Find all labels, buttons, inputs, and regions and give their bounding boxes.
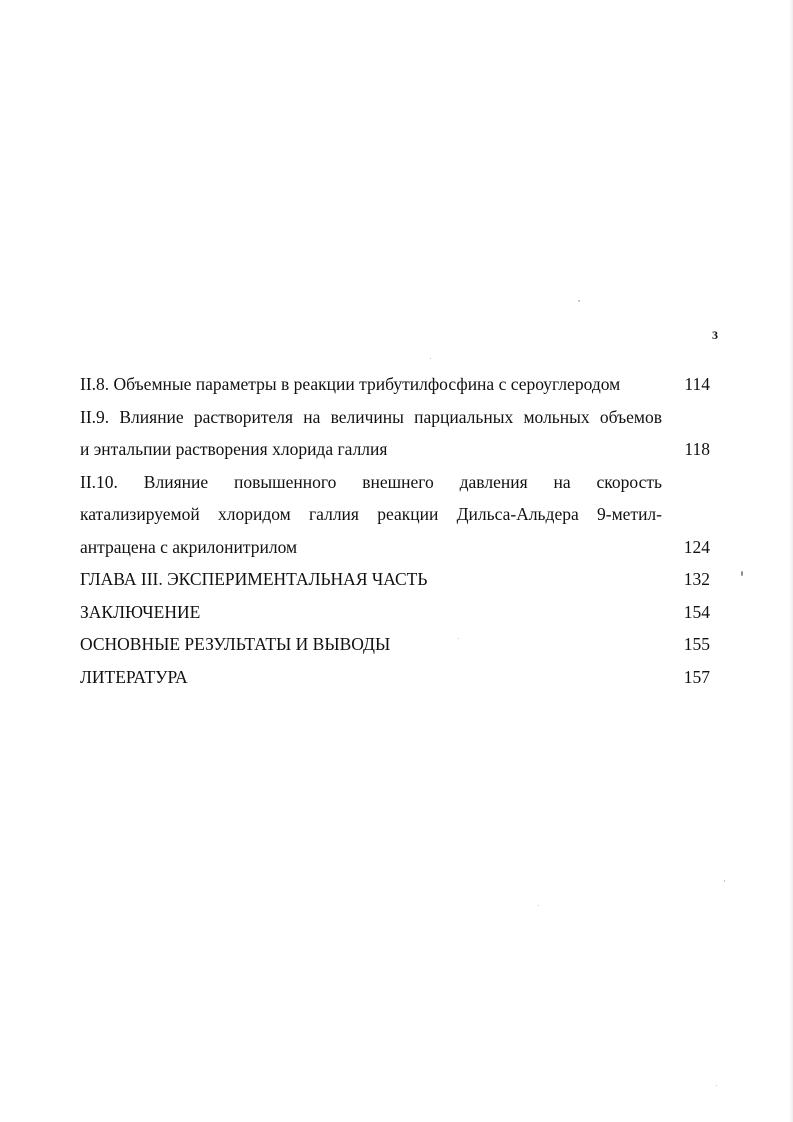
toc-entry-page: 118: [684, 439, 710, 459]
toc-entry-page: 114: [684, 374, 710, 394]
toc-entry-title: ГЛАВА III. ЭКСПЕРИМЕНТАЛЬНАЯ ЧАСТЬ: [80, 569, 428, 589]
scan-speck: [430, 358, 431, 359]
toc-entry-page: 157: [683, 666, 710, 687]
toc-entry-results: [80, 628, 710, 661]
toc-entry-title: II.10. Влияние повышенного внешнего давления на скорость: [80, 471, 662, 492]
toc-entry-conclusion: [80, 596, 710, 629]
toc-entry-title: ОСНОВНЫЕ РЕЗУЛЬТАТЫ И ВЫВОДЫ: [80, 634, 391, 654]
toc-entry-title: II.9. Влияние растворителя на величины парциальных мольных объемов: [80, 406, 662, 427]
scan-speck: [538, 905, 539, 906]
toc-entry-title: II.8. Объемные параметры в реакции трибутилфосфина с сероуглеродом: [80, 374, 621, 394]
scan-speck: [578, 300, 580, 302]
toc-entry-page: 154: [683, 601, 710, 622]
page-number: 3: [712, 328, 718, 342]
scan-speck: [458, 638, 459, 639]
toc-entry-page: 132: [683, 569, 710, 589]
toc-entry-2-8: [80, 368, 710, 401]
toc-entry-title-continued: катализируемой хлоридом галлия реакции Дильса-Альдера 9-метил-: [80, 504, 662, 524]
toc-entry-title: ЗАКЛЮЧЕНИЕ: [80, 601, 201, 622]
scan-speck: [716, 1085, 717, 1086]
toc-entry-title-continued: антрацена с акрилонитрилом: [80, 536, 298, 557]
toc-entry-literature: [80, 661, 710, 694]
toc-entry-2-9: [80, 401, 710, 466]
scan-edge: [789, 0, 793, 1122]
toc-entry-title: ЛИТЕРАТУРА: [80, 666, 188, 687]
toc-entry-2-10: [80, 466, 710, 564]
toc-entry-title-continued: и энтальпии растворения хлорида галлия: [80, 439, 388, 459]
toc-entry-chapter-3: [80, 563, 710, 596]
toc-entry-page: 155: [683, 634, 710, 654]
table-of-contents: [80, 368, 710, 693]
scan-speck: [741, 571, 743, 576]
scan-speck: [724, 880, 725, 882]
toc-entry-page: 124: [683, 536, 710, 557]
